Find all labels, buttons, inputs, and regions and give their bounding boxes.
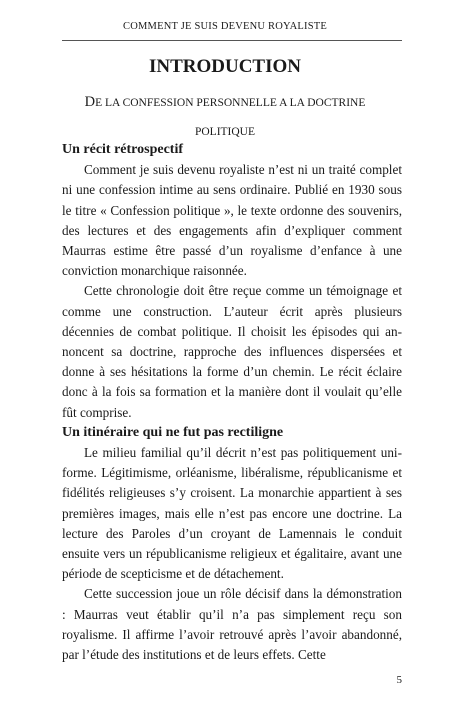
subtitle-line-1: E LA CONFESSION PERSONNELLE A LA DOCTRINE [95, 97, 366, 109]
body-text [62, 140, 402, 665]
header-rule [62, 40, 402, 41]
paragraph: Cette succession joue un rôle décisif dans la démonstration : Maurras veut établir qu’il n’a pas simplement reçu son royalisme. Il affirme l’avoir retrouvé après l’avoir abandonné, par l’étude des institutions et de leurs effets. Cette [62, 586, 402, 663]
paragraph: Comment je suis devenu royaliste n’est ni un traité complet ni une confession intime au sens ordinaire. Publié en 1930 sous le titre « Confession politique », le texte ordonne des souvenirs, des lectures et des engagements afin d’expliquer comment Maurras estime être passé d’un royalisme d’enfance à une conviction monarchique raisonnée. [62, 162, 402, 279]
page-number: 5 [396, 674, 402, 686]
section-heading: Un récit rétrospectif [62, 142, 184, 157]
paragraph: Le milieu familial qu’il décrit n’est pas politiquement uniforme. Légitimisme, orléanisme, libéralisme, républicanisme et fidélités religieuses s’y croisent. La monarchie appartient à ses premières images, mais elle n’est pas encore une doctrine. La lecture des Paroles d’un croyant de Lamennais le conduit ensuite vers un républicanisme religieux et égalitaire, avant une période de scepticisme et de détachement. [62, 445, 402, 582]
running-head: COMMENT JE SUIS DEVENU ROYALISTE [123, 21, 327, 32]
chapter-subtitle [50, 88, 400, 146]
chapter-title: INTRODUCTION [148, 56, 302, 77]
subtitle-line-2: POLITIQUE [194, 126, 256, 138]
section-heading: Un itinéraire qui ne fut pas rectiligne [62, 424, 284, 440]
paragraph: Cette chronologie doit être reçue comme un témoignage et comme une construction. L’auteur écrit après plusieurs décennies de combat politique. Il choisit les épisodes qui annoncent sa doctrine, rapproche des influences dispersées et donne à ses hésitations la forme d’un chemin. Le récit éclaire donc à la fois sa formation et la manière dont il voulait qu’elle fût comprise. [62, 283, 402, 420]
subtitle-initial: D [84, 94, 96, 110]
